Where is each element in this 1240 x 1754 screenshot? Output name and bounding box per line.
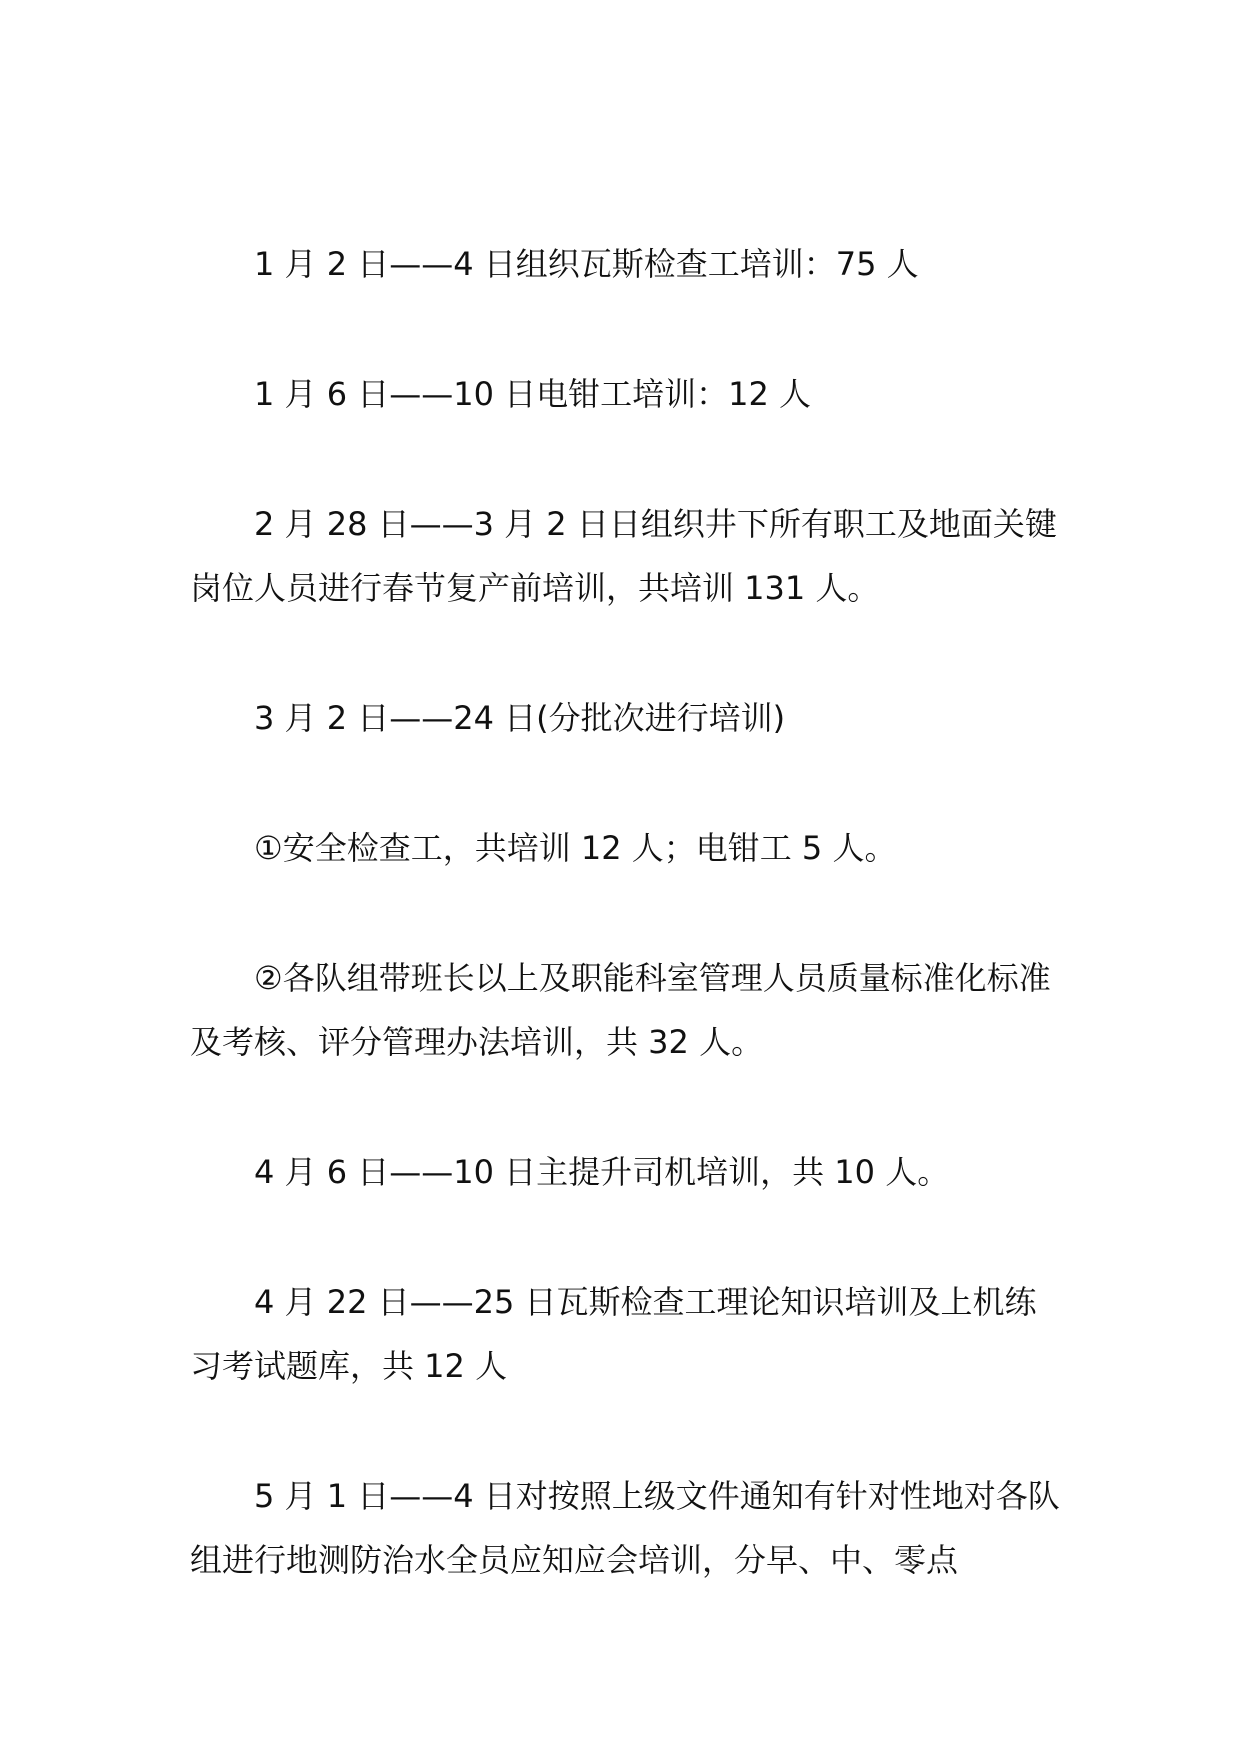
document-body [190, 232, 1060, 1592]
paragraph-electrician-training-jan: 1 月 6 日——10 日电钳工培训：12 人 [254, 375, 812, 413]
paragraph-spacing [190, 296, 1060, 362]
paragraph-hoist-driver-training: 4 月 6 日——10 日主提升司机培训，共 10 人。 [254, 1153, 950, 1191]
paragraph-spacing [190, 1074, 1060, 1140]
paragraph-gas-inspector-training-jan: 1 月 2 日——4 日组织瓦斯检查工培训：75 人 [254, 245, 919, 283]
paragraph-safety-inspector-item: ①安全检查工，共培训 12 人；电钳工 5 人。 [254, 829, 897, 867]
paragraph-spacing [190, 1398, 1060, 1464]
paragraph-spacing [190, 880, 1060, 946]
paragraph-gas-inspector-theory-training: 4 月 22 日——25 日瓦斯检查工理论知识培训及上机练习考试题库，共 12 人 [190, 1283, 1037, 1385]
paragraph-spacing [190, 426, 1060, 492]
paragraph-spacing [190, 1204, 1060, 1270]
paragraph-water-prevention-training: 5 月 1 日——4 日对按照上级文件通知有针对性地对各队组进行地测防治水全员应知应会培训，分早、中、零点 [190, 1477, 1060, 1579]
paragraph-batch-training-march: 3 月 2 日——24 日(分批次进行培训) [254, 699, 786, 737]
paragraph-spring-festival-training: 2 月 28 日——3 月 2 日日组织井下所有职工及地面关键岗位人员进行春节复产前培训，共培训 131 人。 [190, 505, 1057, 607]
paragraph-quality-standard-item: ②各队组带班长以上及职能科室管理人员质量标准化标准及考核、评分管理办法培训，共 32 人。 [190, 959, 1051, 1061]
paragraph-spacing [190, 750, 1060, 816]
paragraph-spacing [190, 620, 1060, 686]
